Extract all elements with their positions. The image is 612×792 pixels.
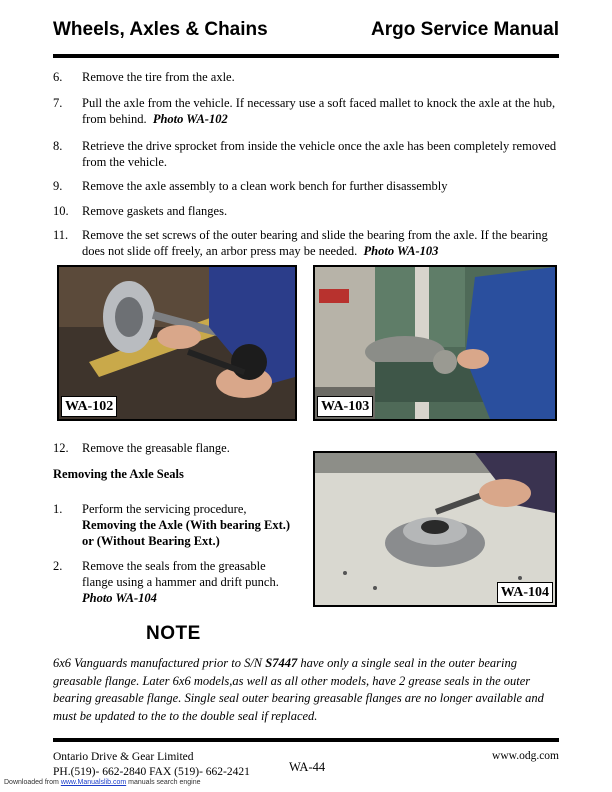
photo-reference: Photo WA-102 — [152, 112, 228, 126]
footer-contact — [53, 750, 250, 780]
step-text-wrap — [82, 227, 559, 259]
step-number: 6. — [53, 70, 63, 84]
step-number: 2. — [53, 559, 63, 573]
company-name: Ontario Drive & Gear Limited — [53, 751, 194, 763]
photo-reference: Photo WA-103 — [363, 244, 439, 258]
download-note — [4, 779, 201, 786]
step-text-wrap — [82, 501, 293, 549]
step-text: Perform the servicing procedure, — [82, 502, 247, 516]
step-text: Remove the seals from the greasable flange using a hammer and drift punch. — [82, 559, 279, 589]
step-text: Remove gaskets and flanges. — [82, 204, 228, 218]
page-header — [53, 16, 559, 44]
step-number: 10. — [53, 204, 69, 218]
step-bold-text: Removing the Axle (With bearing Ext.) or (Without Bearing Ext.) — [82, 518, 291, 548]
note-body — [53, 655, 559, 725]
photo-wa-104 — [313, 451, 557, 607]
website: www.odg.com — [492, 750, 559, 762]
step-number: 9. — [53, 179, 63, 193]
download-prefix: Downloaded from — [4, 779, 61, 786]
step-text: Remove the greasable flange. — [82, 441, 230, 455]
step-text: Remove the tire from the axle. — [82, 70, 235, 84]
page-number: WA-44 — [289, 760, 326, 774]
step-number: 7. — [53, 96, 63, 110]
section-heading: Removing the Axle Seals — [53, 467, 184, 481]
step-number: 8. — [53, 139, 63, 153]
manual-title: Argo Service Manual — [371, 19, 559, 40]
photo-wa-102 — [57, 265, 297, 421]
manualslib-link[interactable]: www.Manualslib.com — [60, 779, 127, 786]
download-suffix: manuals search engine — [126, 779, 201, 786]
photo-label: WA-104 — [497, 582, 553, 603]
step-text-wrap — [82, 95, 559, 127]
footer-rule — [53, 738, 559, 742]
step-text-wrap — [82, 558, 293, 606]
photo-wa-103 — [313, 265, 557, 421]
step-number: 12. — [53, 441, 69, 455]
note-serial: S7447 — [265, 656, 298, 670]
photo-label: WA-103 — [317, 396, 373, 417]
step-text: Remove the axle assembly to a clean work bench for further disassembly — [82, 179, 448, 193]
step-text: Retrieve the drive sprocket from inside the vehicle once the axle has been completely removed from the vehicle. — [82, 139, 557, 169]
note-text-after: have only a single seal in the outer bearing greasable flange. Later 6x6 models,as well as all other models, have 2 grease seals in the outer bearing greasable flange. Single seal outer bearing greasable flanges are no longer available and must be updated to the to the double seal if replaced. — [53, 656, 544, 723]
note-title: NOTE — [146, 623, 201, 644]
step-number: 11. — [53, 228, 69, 242]
photo-reference: Photo WA-104 — [82, 591, 157, 605]
header-rule — [53, 54, 559, 58]
section-title: Wheels, Axles & Chains — [53, 19, 268, 40]
step-text: Pull the axle from the vehicle. If necessary use a soft faced mallet to knock the axle at the hub, from behind. — [82, 96, 556, 126]
step-number: 1. — [53, 502, 63, 516]
photo-label: WA-102 — [61, 396, 117, 417]
step-text: Remove the set screws of the outer bearing and slide the bearing from the axle. If the bearing does not slide off freely, an arbor press may be needed. — [82, 228, 548, 258]
note-text-before: 6x6 Vanguards manufactured prior to S/N — [53, 656, 266, 670]
phone-fax: PH.(519)- 662-2840 FAX (519)- 662-2421 — [53, 766, 250, 778]
